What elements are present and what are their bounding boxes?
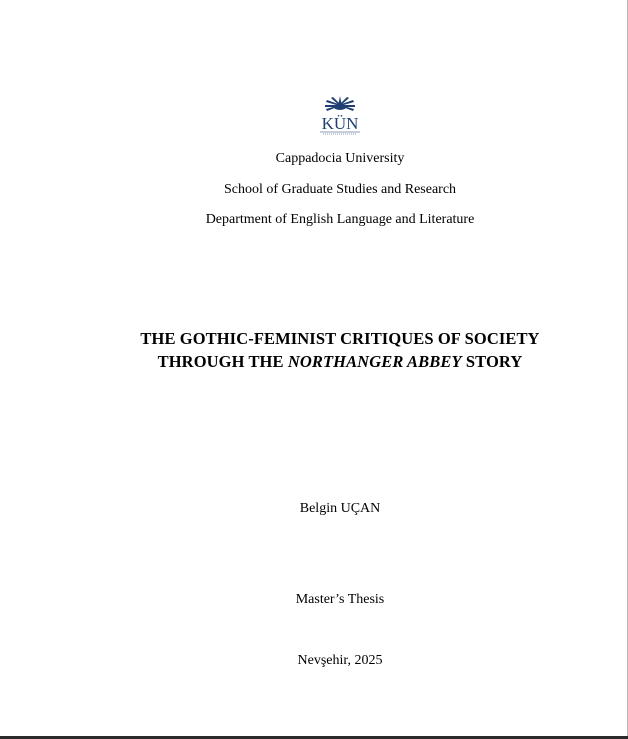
- degree-type: Master’s Thesis: [295, 592, 385, 607]
- author-name: Belgin UÇAN: [299, 501, 381, 516]
- thesis-title-line2: [0, 352, 628, 371]
- school-name: School of Graduate Studies and Research: [223, 182, 457, 197]
- thesis-title-prefix: THROUGH THE: [157, 352, 284, 371]
- thesis-title-line1: THE GOTHIC-FEMINIST CRITIQUES OF SOCIETY: [140, 329, 540, 348]
- thesis-title-suffix: STORY: [465, 352, 523, 371]
- department-name: Department of English Language and Literature: [205, 212, 475, 227]
- thesis-title-italic: NORTHANGER ABBEY: [287, 352, 462, 371]
- university-name: Cappadocia University: [275, 151, 405, 166]
- university-logo: [314, 92, 366, 137]
- logo-text: KÜN: [321, 114, 359, 133]
- place-year: Nevşehir, 2025: [297, 653, 383, 668]
- sunburst-emblem-icon: [314, 92, 366, 137]
